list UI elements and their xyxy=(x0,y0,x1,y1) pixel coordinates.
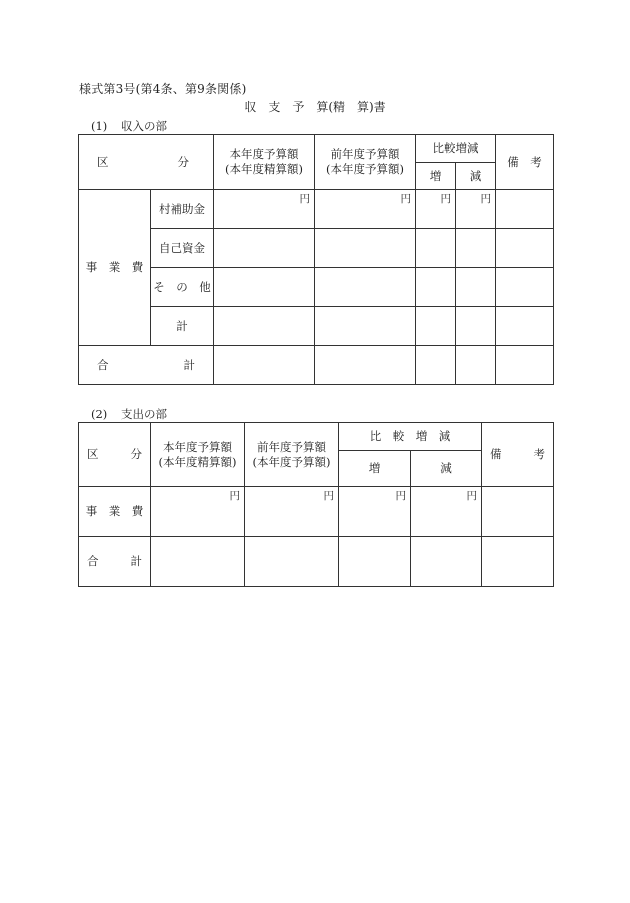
income-cell xyxy=(315,229,416,268)
income-total-label-1: 合 xyxy=(97,357,109,372)
expense-total-label-1: 合 xyxy=(87,554,99,568)
income-unit-prior: 円 xyxy=(315,190,416,229)
income-cell xyxy=(214,307,315,346)
document-title xyxy=(0,98,630,115)
income-header-increase: 増 xyxy=(416,163,456,190)
expense-row-label: 事 業 費 xyxy=(79,487,151,537)
income-header-prior-year xyxy=(315,135,416,190)
income-total-label xyxy=(79,346,214,385)
income-cell xyxy=(496,346,554,385)
income-header-current-year xyxy=(214,135,315,190)
expense-cell xyxy=(482,537,554,587)
expense-total-label-2: 計 xyxy=(130,554,142,568)
income-row-label: 計 xyxy=(151,307,214,346)
income-cell xyxy=(416,346,456,385)
income-section-heading xyxy=(91,118,167,134)
income-cell xyxy=(214,346,315,385)
income-table xyxy=(78,134,554,385)
income-header-comparison: 比較増減 xyxy=(416,135,496,163)
expense-header-remarks-2: 考 xyxy=(533,447,545,461)
expense-header-remarks xyxy=(482,423,554,487)
expense-header-increase: 増 xyxy=(339,451,411,487)
expense-unit-decrease: 円 xyxy=(411,487,482,537)
income-row-label: そ の 他 xyxy=(151,268,214,307)
expense-cell xyxy=(151,537,245,587)
expense-unit-prior: 円 xyxy=(245,487,339,537)
expense-cell xyxy=(411,537,482,587)
income-unit-current: 円 xyxy=(214,190,315,229)
income-header-prior-year-line1: 前年度予算額 xyxy=(330,147,400,161)
income-cell xyxy=(315,346,416,385)
expense-header-prior-year-line2: (本年度予算額) xyxy=(252,454,331,469)
expense-total-label xyxy=(79,537,151,587)
expense-header-prior-year xyxy=(245,423,339,487)
income-header-remarks: 備 考 xyxy=(496,135,554,190)
income-cell xyxy=(496,307,554,346)
income-cell xyxy=(416,229,456,268)
expense-header-current-year xyxy=(151,423,245,487)
income-header-current-year-line2: (本年度精算額) xyxy=(225,162,303,176)
income-header-category-1: 区 xyxy=(97,154,109,169)
expense-cell xyxy=(245,537,339,587)
income-header-current-year-line1: 本年度予算額 xyxy=(229,147,299,161)
expense-header-current-year-line1: 本年度予算額 xyxy=(163,439,232,454)
expense-section-title: 支出の部 xyxy=(121,407,167,421)
income-cell xyxy=(456,307,496,346)
income-header-prior-year-line2: (本年度予算額) xyxy=(326,162,404,176)
expense-header-category-1: 区 xyxy=(87,447,99,461)
expense-header-category-2: 分 xyxy=(130,447,142,461)
income-header-category xyxy=(79,135,214,190)
income-cell xyxy=(456,229,496,268)
income-unit-increase: 円 xyxy=(416,190,456,229)
income-section-title: 収入の部 xyxy=(121,119,167,133)
expense-section-number: (2) xyxy=(91,407,108,421)
income-row-label: 自己資金 xyxy=(151,229,214,268)
expense-table xyxy=(78,422,554,587)
income-group-label: 事 業 費 xyxy=(79,190,151,346)
income-cell xyxy=(315,307,416,346)
income-cell xyxy=(416,268,456,307)
document-title-text: 収 支 予 算(精 算)書 xyxy=(244,100,386,114)
income-row-label: 村補助金 xyxy=(151,190,214,229)
expense-header-prior-year-line1: 前年度予算額 xyxy=(257,439,326,454)
income-cell xyxy=(315,268,416,307)
income-cell xyxy=(214,229,315,268)
expense-cell xyxy=(482,487,554,537)
income-cell xyxy=(456,346,496,385)
income-cell xyxy=(496,229,554,268)
income-section-number: (1) xyxy=(91,119,108,133)
income-header-category-2: 分 xyxy=(177,154,189,169)
expense-header-category xyxy=(79,423,151,487)
expense-header-remarks-1: 備 xyxy=(490,447,502,461)
income-unit-decrease: 円 xyxy=(456,190,496,229)
expense-unit-increase: 円 xyxy=(339,487,411,537)
income-header-decrease: 減 xyxy=(456,163,496,190)
expense-header-decrease: 減 xyxy=(411,451,482,487)
expense-header-comparison: 比 較 増 減 xyxy=(339,423,482,451)
expense-section-heading xyxy=(91,406,167,422)
income-cell xyxy=(416,307,456,346)
income-cell xyxy=(496,190,554,229)
expense-header-current-year-line2: (本年度精算額) xyxy=(158,454,237,469)
income-total-label-2: 計 xyxy=(183,357,195,372)
income-cell xyxy=(496,268,554,307)
income-cell xyxy=(456,268,496,307)
expense-cell xyxy=(339,537,411,587)
expense-unit-current: 円 xyxy=(151,487,245,537)
income-cell xyxy=(214,268,315,307)
form-number-label: 様式第3号(第4条、第9条関係) xyxy=(79,82,247,96)
